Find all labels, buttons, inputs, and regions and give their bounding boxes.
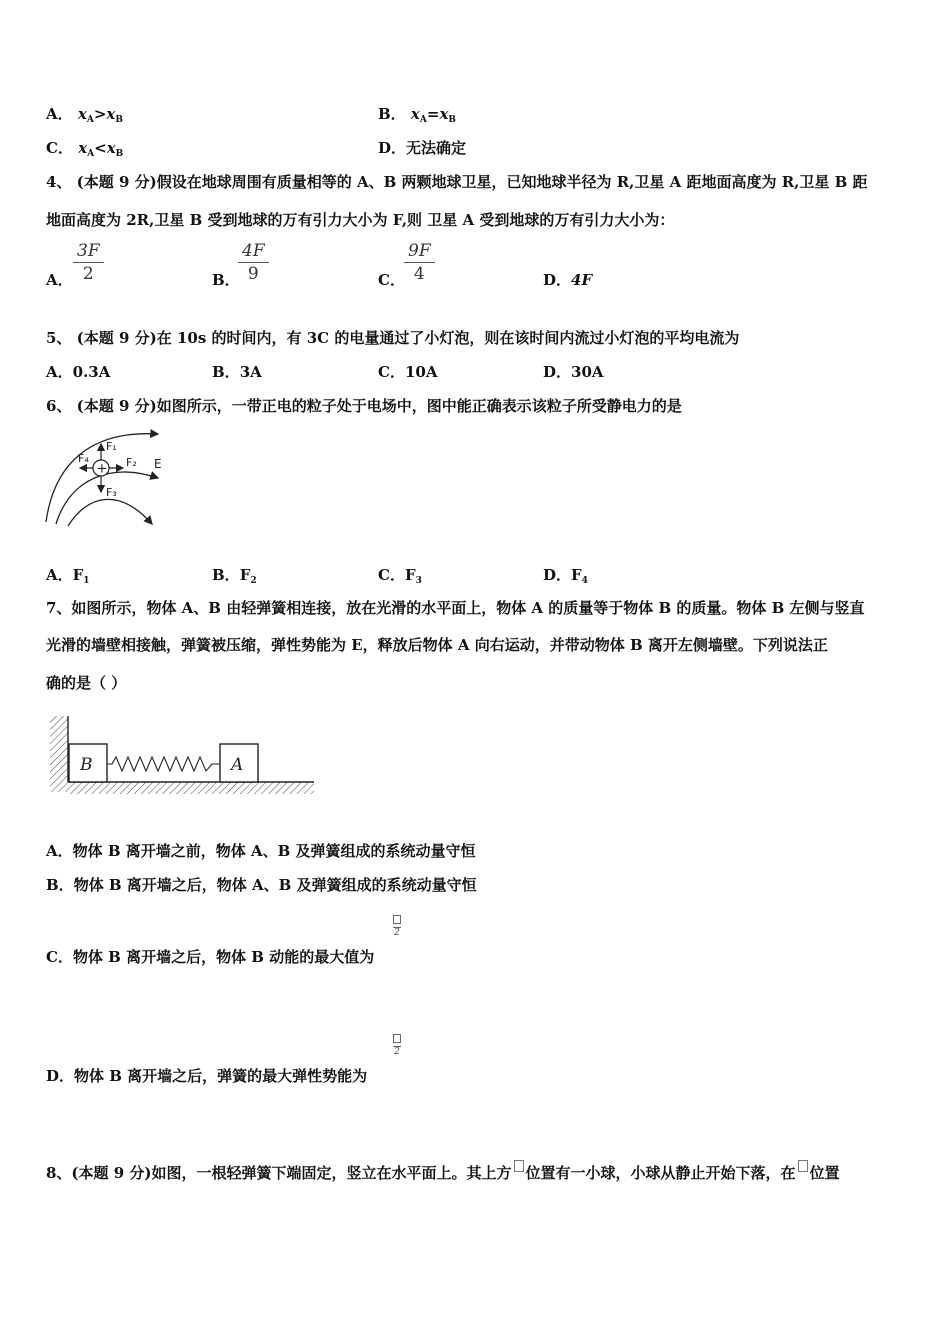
q4-option-b-label: B． [212,271,240,289]
q5-option-d: D．30A [543,363,604,381]
q4-stem-line2: 地面高度为 2R,卫星 B 受到地球的万有引力大小为 F,则 卫星 A 受到地球的万有引力大小为： [46,211,675,229]
q8-placeholder-glyph-2 [798,1160,808,1172]
q5-option-b: B．3A [212,363,262,381]
q4-option-a-fraction: $\frac{3F}{2}$ [73,241,104,284]
q7-block-b-label: B [80,755,93,775]
q5-stem: 5、 (本题 9 分)在 10s 的时间内，有 3C 的电量通过了小灯泡，则在该时间内流过小灯泡的平均电流为 [46,329,740,347]
q7-spring-blocks-figure [46,712,318,798]
q4-stem-line1: 4、 (本题 9 分)假设在地球周围有质量相等的 A、B 两颗地球卫星，已知地球半径为 R,卫星 A 距地面高度为 R,卫星 B 距 [46,173,868,191]
q5-option-a: A．0.3A [46,363,111,381]
q7-stem-line2: 光滑的墙壁相接触，弹簧被压缩，弹性势能为 E，释放后物体 A 向右运动，并带动物体 B 离开左侧墙壁。下列说法正 [46,636,828,654]
q7-block-a-label: A [231,755,244,775]
q6-electric-field-figure [40,424,180,534]
q4-option-c-label: C． [378,271,405,289]
q4-option-c-fraction: $\frac{9F}{4}$ [404,241,435,284]
q6-f1-label: F₁ [106,440,117,453]
q3-option-a: A． $x_A>x_B$ [46,105,123,125]
q6-option-d: D．$F_4$ [543,566,588,586]
q6-option-c: C．$F_3$ [378,566,422,586]
q3-option-c: C． $x_A<x_B$ [46,139,124,159]
q6-e-label: E [154,457,162,471]
q3-option-b: B． $x_A=x_B$ [378,105,456,125]
q4-option-b-fraction: $\frac{4F}{9}$ [238,241,269,284]
q7-option-b: B．物体 B 离开墙之后，物体 A、B 及弹簧组成的系统动量守恒 [46,876,477,894]
q4-option-a-label: A． [46,271,73,289]
q6-option-b: B．$F_2$ [212,566,257,586]
q6-charge-label: + [96,461,108,477]
q6-stem: 6、 (本题 9 分)如图所示，一带正电的粒子处于电场中，图中能正确表示该粒子所受静电力的是 [46,397,682,415]
q7-option-a: A．物体 B 离开墙之前，物体 A、B 及弹簧组成的系统动量守恒 [46,842,476,860]
q6-f2-label: F₂ [126,456,137,469]
q7-option-c-fraction: 2 [393,915,401,938]
q7-option-d: D．物体 B 离开墙之后，弹簧的最大弹性势能为 [46,1067,368,1085]
q6-f3-label: F₃ [106,486,117,499]
q5-option-c: C．10A [378,363,438,381]
q7-stem-line1: 7、如图所示，物体 A、B 由轻弹簧相连接，放在光滑的水平面上，物体 A 的质量等于物体 B 的质量。物体 B 左侧与竖直 [46,599,865,617]
q3-option-d: D．无法确定 [378,139,467,157]
q7-stem-line3: 确的是（ ） [46,674,127,692]
q8-placeholder-glyph-1 [514,1160,524,1172]
q8-stem: 8、(本题 9 分)如图，一根轻弹簧下端固定，竖立在水平面上。其上方 位置有一小球，小球从静止开始下落，在 位置 [46,1160,840,1183]
q6-f4-label: F₄ [78,452,89,465]
q7-option-d-fraction: 2 [393,1034,401,1057]
q6-option-a: A．$F_1$ [46,566,90,586]
q4-option-d: D．4F [543,271,593,289]
q7-option-c: C．物体 B 离开墙之后，物体 B 动能的最大值为 [46,948,375,966]
